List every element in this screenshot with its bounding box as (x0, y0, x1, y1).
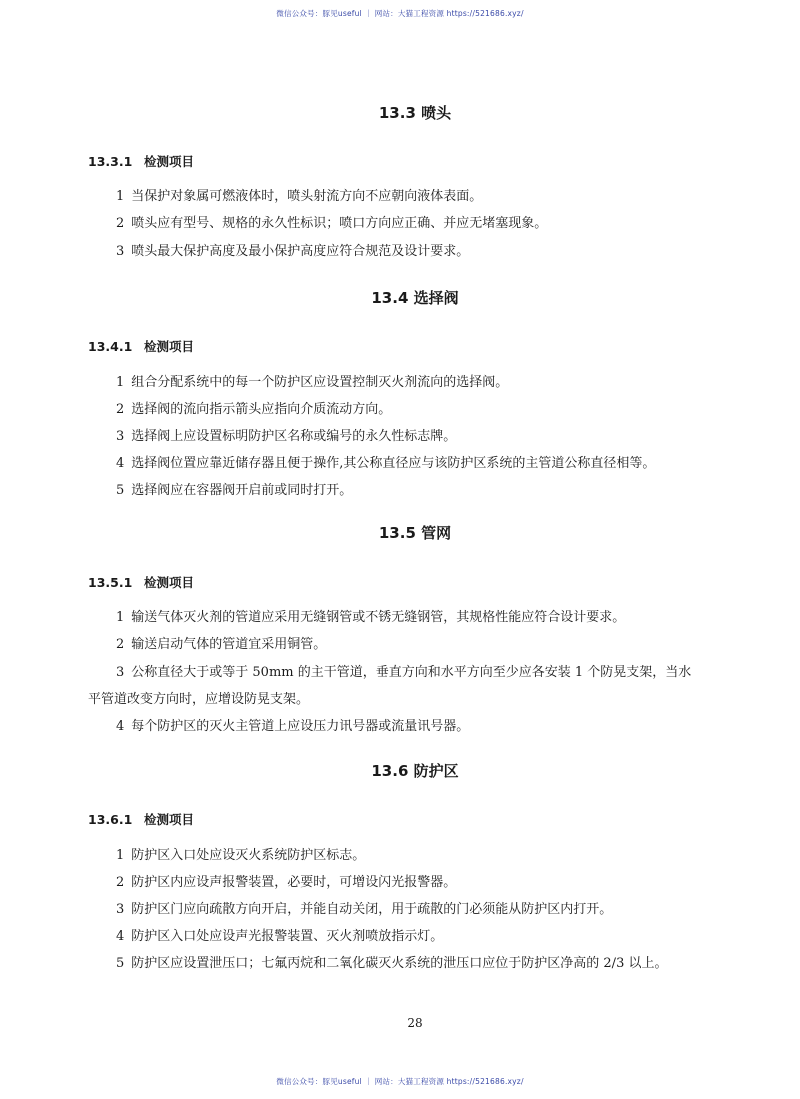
item-number: 4 (116, 929, 125, 944)
item-number: 1 (116, 375, 125, 390)
list-item (116, 212, 547, 231)
subsection-number: 13.4.1 (88, 339, 133, 354)
list-item (116, 661, 691, 680)
section-title: 13.4 选择阀 (371, 289, 459, 307)
page-number: 28 (407, 1016, 423, 1030)
item-number: 2 (116, 637, 125, 652)
item-text: 选择阀位置应靠近储存器且便于操作,其公称直径应与该防护区系统的主管道公称直径相等。 (131, 456, 656, 471)
item-text: 输送启动气体的管道宜采用铜管。 (131, 637, 327, 652)
item-text: 选择阀上应设置标明防护区名称或编号的永久性标志牌。 (131, 429, 457, 444)
subsection-number: 13.5.1 (88, 575, 133, 590)
item-number: 4 (116, 719, 125, 734)
subsection-heading (88, 337, 194, 355)
item-number: 2 (116, 875, 125, 890)
item-text: 每个防护区的灭火主管道上应设压力讯号器或流量讯号器。 (131, 719, 470, 734)
item-text: 防护区入口处应设灭火系统防护区标志。 (131, 848, 366, 863)
list-item (116, 240, 469, 259)
item-number: 1 (116, 848, 125, 863)
item-text: 防护区应设置泄压口；七氟丙烷和二氧化碳灭火系统的泄压口应位于防护区净高的 2/3 以上。 (131, 956, 668, 971)
item-text: 选择阀的流向指示箭头应指向介质流动方向。 (131, 402, 392, 417)
item-text: 喷头最大保护高度及最小保护高度应符合规范及设计要求。 (131, 244, 470, 259)
list-item (116, 925, 443, 944)
item-number: 1 (116, 189, 125, 204)
subsection-heading (88, 573, 194, 591)
list-item (116, 898, 612, 917)
item-text: 输送气体灭火剂的管道应采用无缝钢管或不锈无缝钢管，其规格性能应符合设计要求。 (131, 610, 626, 625)
item-number: 4 (116, 456, 125, 471)
item-number: 3 (116, 429, 125, 444)
list-item (116, 479, 352, 498)
item-text: 公称直径大于或等于 50mm 的主干管道，垂直方向和水平方向至少应各安装 1 个防晃支架，当水 (131, 665, 692, 680)
list-item (116, 844, 365, 863)
item-number: 2 (116, 402, 125, 417)
item-text: 防护区门应向疏散方向开启，并能自动关闭，用于疏散的门必须能从防护区内打开。 (131, 902, 613, 917)
list-item (116, 633, 326, 652)
item-continuation: 平管道改变方向时，应增设防晃支架。 (88, 692, 310, 707)
list-item (116, 371, 508, 390)
item-number: 3 (116, 244, 125, 259)
item-number: 5 (116, 956, 125, 971)
section-title: 13.6 防护区 (371, 762, 459, 780)
section-title: 13.3 喷头 (378, 104, 452, 122)
subsection-number: 13.6.1 (88, 812, 133, 827)
list-item (116, 398, 391, 417)
list-item (116, 871, 456, 890)
subsection-label: 检测项目 (144, 339, 195, 354)
item-number: 5 (116, 483, 125, 498)
subsection-label: 检测项目 (144, 154, 195, 169)
list-item (116, 715, 469, 734)
item-text: 选择阀应在容器阀开启前或同时打开。 (131, 483, 353, 498)
item-number: 3 (116, 902, 125, 917)
item-text: 防护区内应设声报警装置，必要时，可增设闪光报警器。 (131, 875, 457, 890)
subsection-number: 13.3.1 (88, 154, 133, 169)
item-number: 1 (116, 610, 125, 625)
subsection-heading (88, 152, 194, 170)
item-text: 防护区入口处应设声光报警装置、灭火剂喷放指示灯。 (131, 929, 444, 944)
watermark-bottom: 微信公众号：豚见useful ｜ 网站：大猫工程资源 https://521686.xyz/ (276, 1077, 524, 1086)
subsection-heading (88, 810, 194, 828)
section-title: 13.5 管网 (378, 524, 452, 542)
subsection-label: 检测项目 (144, 812, 195, 827)
watermark-top: 微信公众号：豚见useful ｜ 网站：大猫工程资源 https://521686.xyz/ (276, 9, 524, 18)
list-item (116, 425, 456, 444)
list-item (116, 452, 655, 471)
item-number: 3 (116, 665, 125, 680)
list-item (116, 952, 667, 971)
item-number: 2 (116, 216, 125, 231)
subsection-label: 检测项目 (144, 575, 195, 590)
list-item (116, 606, 625, 625)
item-text: 组合分配系统中的每一个防护区应设置控制灭火剂流向的选择阀。 (131, 375, 509, 390)
item-text: 当保护对象属可燃液体时，喷头射流方向不应朝向液体表面。 (131, 189, 483, 204)
item-text: 喷头应有型号、规格的永久性标识；喷口方向应正确、并应无堵塞现象。 (131, 216, 548, 231)
list-item (116, 185, 482, 204)
